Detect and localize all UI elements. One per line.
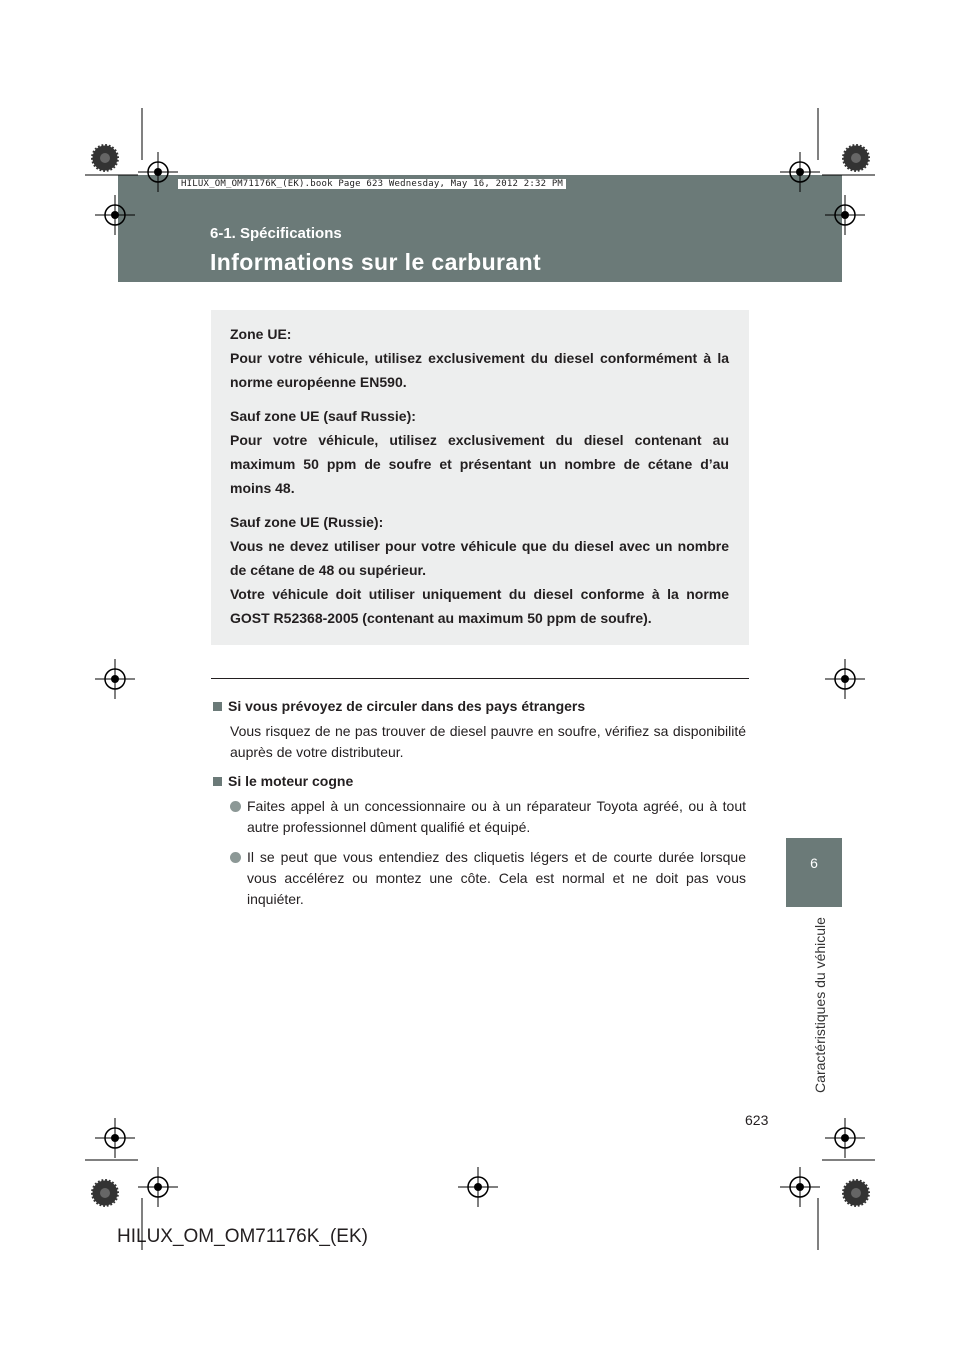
list-item-text: Faites appel à un concessionnaire ou à un réparateur Toyota agréé, ou à tout autre professionnel dûment qualifié et équipé.	[247, 798, 746, 835]
zone-ue-text: Pour votre véhicule, utilisez exclusivement du diesel conformément à la norme européenne EN590.	[230, 350, 729, 390]
russie-text-2: Votre véhicule doit utiliser uniquement du diesel conforme à la norme GOST R52368-2005 (contenant au maximum 50 ppm de soufre).	[230, 586, 729, 626]
crosshair-icon	[825, 1118, 865, 1158]
hors-ue-heading: Sauf zone UE (sauf Russie):	[230, 408, 416, 424]
section-label: 6-1. Spécifications	[210, 225, 342, 242]
note-heading-text: Si vous prévoyez de circuler dans des pays étrangers	[228, 698, 586, 714]
square-bullet-icon	[213, 702, 222, 711]
note-heading-text: Si le moteur cogne	[228, 773, 354, 789]
starburst-icon	[842, 144, 870, 172]
square-bullet-icon	[213, 777, 222, 786]
list-item-text: Il se peut que vous entendiez des cliquetis légers et de courte durée lorsque vous accélérez ou montez une côte. Cela est normal et ne doit pas vous inquiéter.	[247, 849, 746, 907]
starburst-icon	[91, 1179, 119, 1207]
crosshair-icon	[780, 1167, 820, 1207]
note-heading-abroad	[212, 696, 746, 717]
footer-code: HILUX_OM_OM71176K_(EK)	[117, 1226, 368, 1247]
list-item	[212, 796, 746, 838]
page-title: Informations sur le carburant	[210, 249, 542, 275]
crosshair-icon	[95, 659, 135, 699]
circle-bullet-icon	[230, 852, 241, 863]
starburst-icon	[842, 1179, 870, 1207]
crosshair-icon	[458, 1167, 498, 1207]
note-body-abroad: Vous risquez de ne pas trouver de diesel pauvre en soufre, vérifiez sa disponibilité auprès de votre distributeur.	[230, 723, 746, 760]
header-band	[118, 175, 842, 282]
note-heading-knock	[212, 771, 746, 792]
crosshair-icon	[138, 1167, 178, 1207]
russie-heading: Sauf zone UE (Russie):	[230, 514, 384, 530]
hors-ue-text: Pour votre véhicule, utilisez exclusivement du diesel contenant au maximum 50 ppm de soufre et présentant un nombre de cétane d’au moins 48.	[230, 432, 729, 496]
list-item	[212, 847, 746, 910]
chapter-label: Caractéristiques du véhicule	[812, 917, 828, 1093]
circle-bullet-icon	[230, 801, 241, 812]
crosshair-icon	[825, 659, 865, 699]
fuel-info-box	[211, 310, 749, 645]
starburst-icon	[91, 144, 119, 172]
chapter-tab	[786, 838, 842, 907]
page-number: 623	[745, 1112, 769, 1128]
crop-info: HILUX_OM_OM71176K_(EK).book Page 623 Wednesday, May 16, 2012 2:32 PM	[178, 179, 566, 189]
russie-text-1: Vous ne devez utiliser pour votre véhicule que du diesel avec un nombre de cétane de 48 ou supérieur.	[230, 538, 729, 578]
section-divider	[211, 678, 749, 679]
zone-ue-heading: Zone UE:	[230, 326, 292, 342]
crosshair-icon	[95, 1118, 135, 1158]
chapter-number: 6	[810, 855, 818, 871]
notes-section	[212, 696, 746, 919]
